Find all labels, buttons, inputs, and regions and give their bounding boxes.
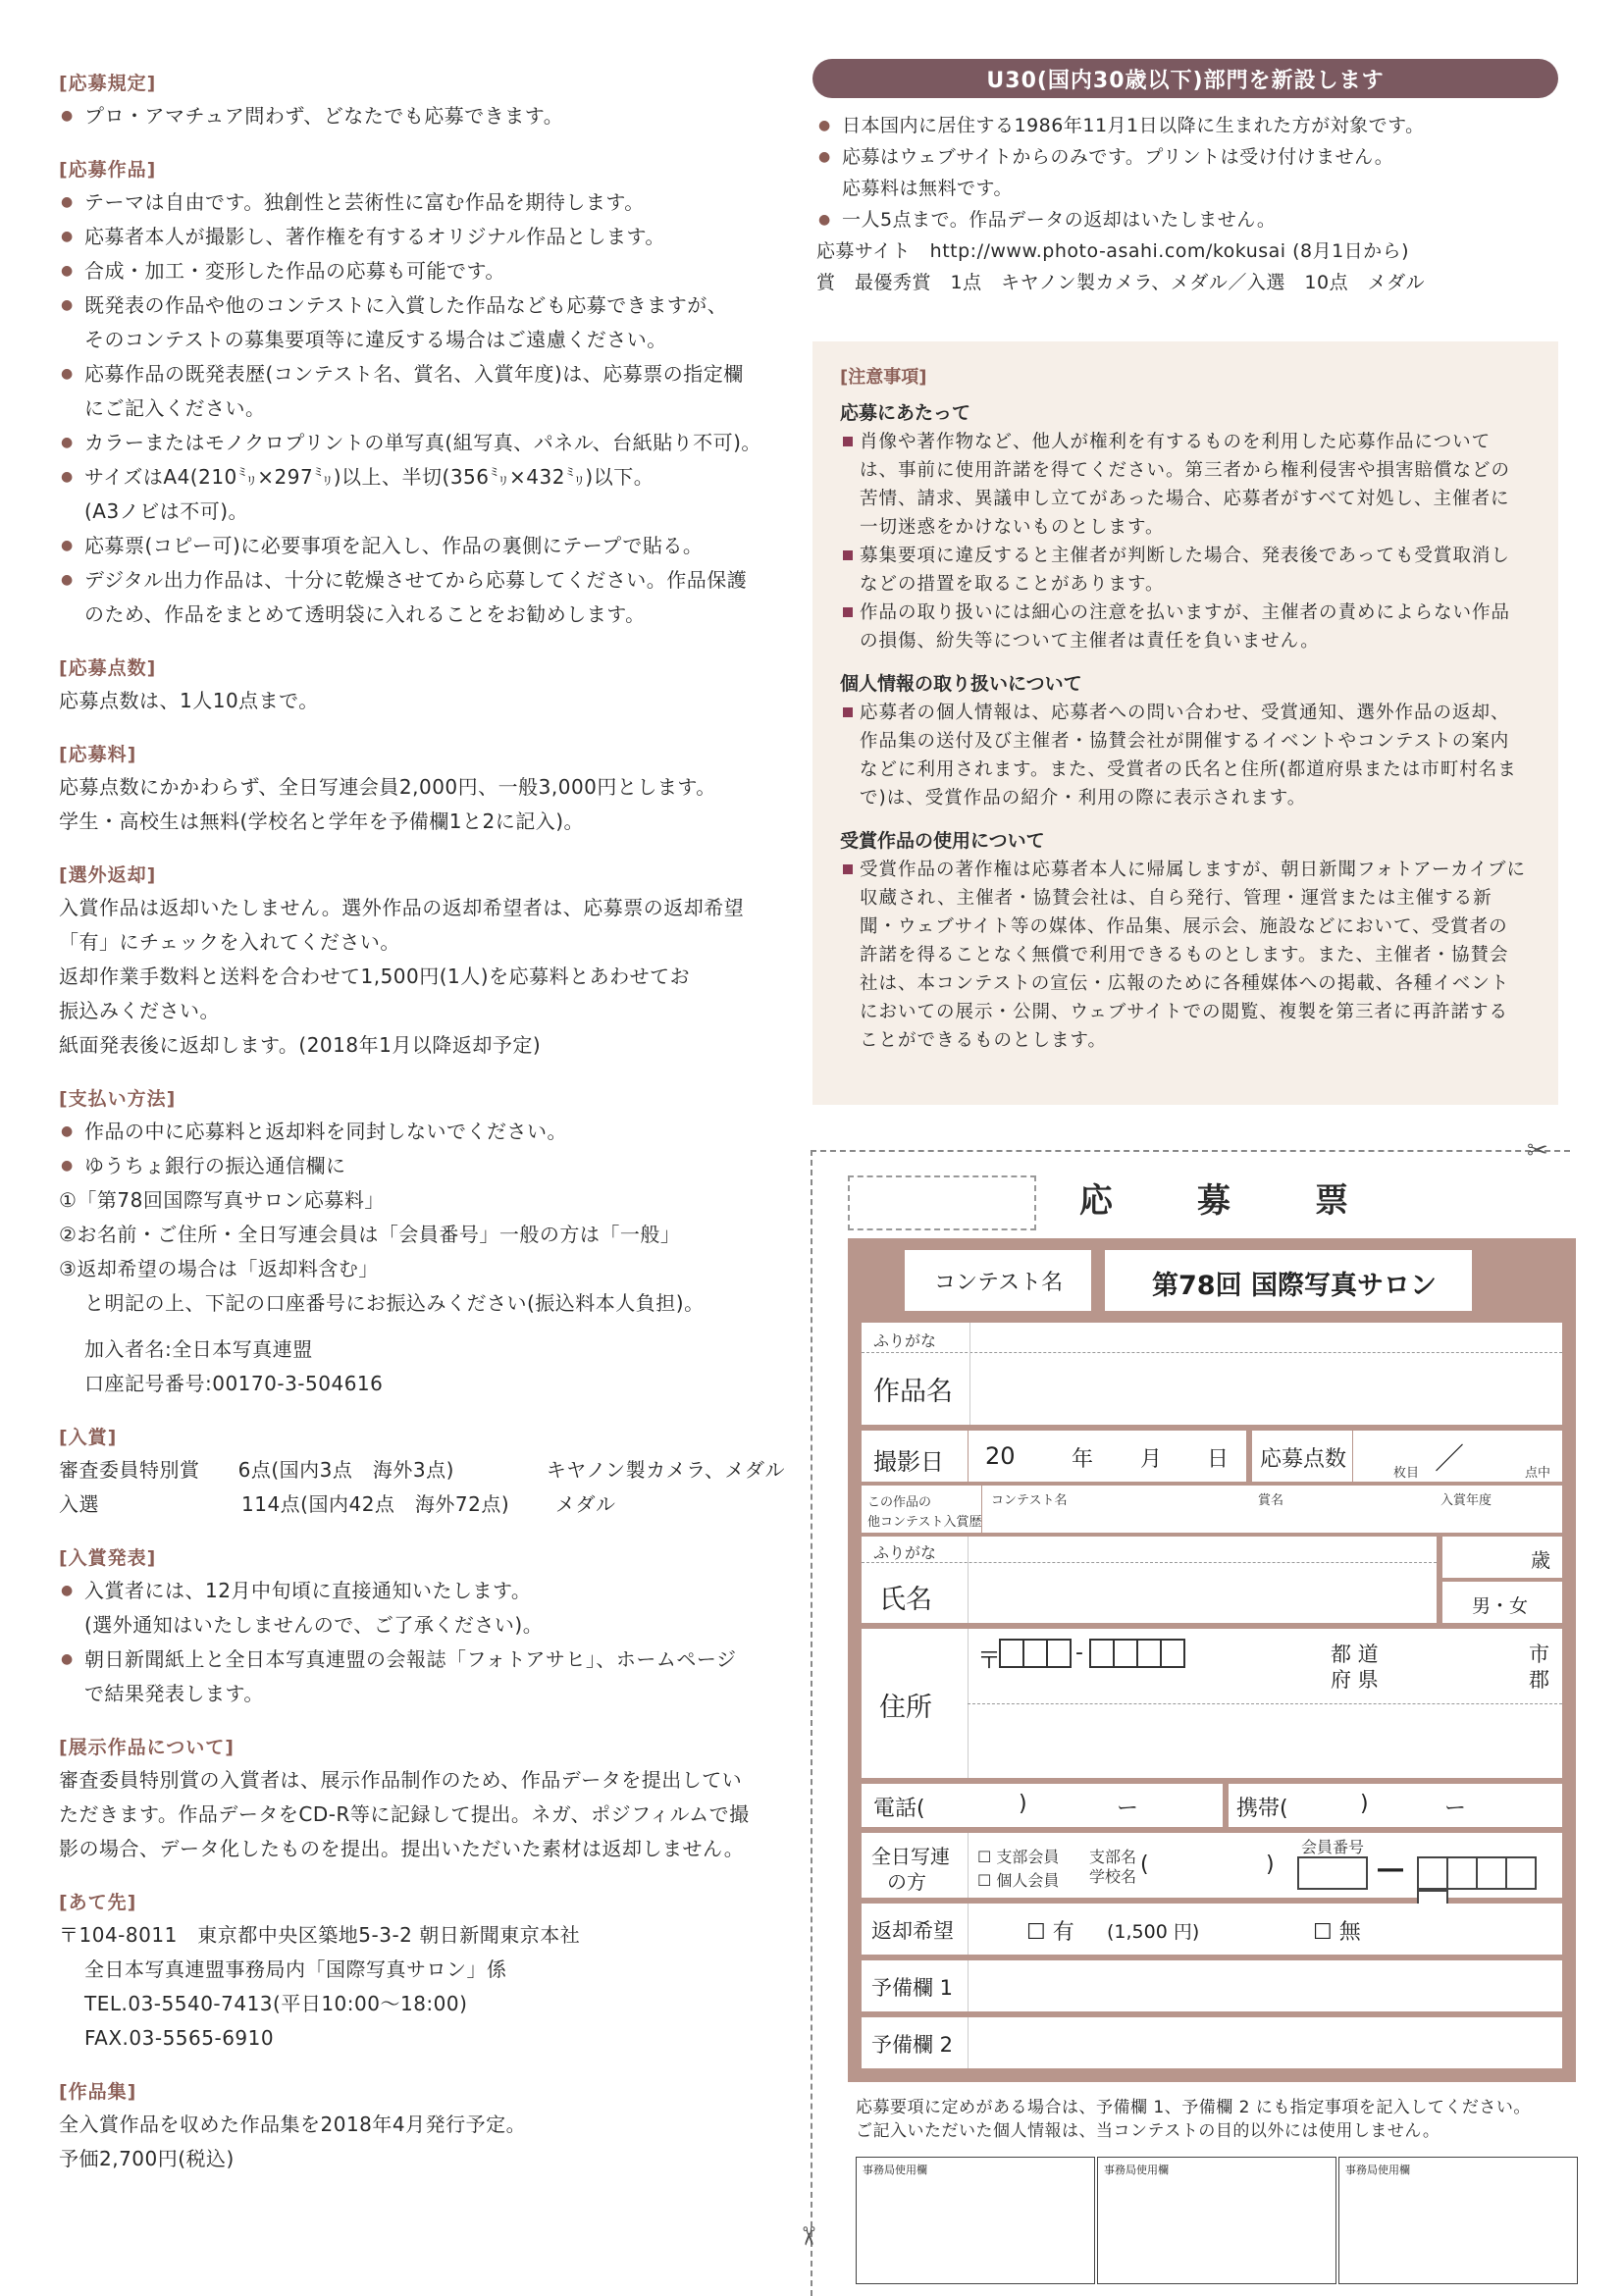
count-total-label: 点中 [1525, 1466, 1551, 1481]
contest-history-field[interactable] [862, 1486, 1562, 1533]
date-day-label: 日 [1207, 1447, 1230, 1472]
divider [968, 2017, 969, 2068]
spare-field-1[interactable] [862, 1960, 1562, 2011]
notes-item: 募集要項に違反すると主催者が判断した場合、発表後であっても受賞取消しなどの措置を取ることがあります。 [840, 542, 1527, 599]
text-line: ①「第78回国際写真サロン応募料」 [59, 1188, 385, 1212]
award-prize: メダル [555, 1492, 616, 1516]
postal-dash: - [1075, 1641, 1083, 1665]
office-use-label: 事務局使用欄 [1345, 2164, 1410, 2176]
text-line: ③返却希望の場合は「返却料含む」 [59, 1257, 379, 1280]
return-request-field [862, 1904, 1562, 1955]
bullet-line: ● ゆうちょ銀行の振込通信欄に [59, 1149, 785, 1183]
divider [1352, 1431, 1353, 1482]
text-line: 〒104-8011 東京都中央区築地5-3-2 朝日新聞東京本社 [59, 1923, 581, 1947]
return-label: 返却希望 [871, 1919, 954, 1943]
section-heading: [作品集] [59, 2081, 137, 2103]
entry-form [848, 1238, 1576, 2082]
postal-mark: 〒 [977, 1646, 1001, 1674]
text-line: と明記の上、下記の口座番号にお振込みください(振込料本人負担)。 [84, 1291, 705, 1315]
office-use-box [1338, 2157, 1578, 2284]
name-field[interactable] [862, 1537, 1437, 1623]
bullet-line: ● 応募者本人が撮影し、著作権を有するオリジナル作品とします。 [59, 220, 785, 254]
award-row [59, 1487, 785, 1522]
name-label: 氏名 [879, 1585, 932, 1615]
spare-label-1: 予備欄 1 [871, 1976, 954, 2000]
form-note-line: ご記入いただいた個人情報は、当コンテストの目的以外には使用しません。 [856, 2121, 1440, 2141]
bullet-line: ● カラーまたはモノクロプリントの単写真(組写真、パネル、台紙貼り不可)。 [59, 426, 785, 460]
phone-field[interactable] [862, 1784, 1223, 1827]
furigana-label: ふりがな [873, 1331, 937, 1350]
text-line: 「有」にチェックを入れてください。 [59, 930, 400, 954]
divider [968, 1833, 969, 1898]
section-heading: [応募作品] [59, 159, 157, 181]
scissors-icon: ✂ [1527, 1136, 1548, 1166]
bullet-line: ● 既発表の作品や他のコンテストに入賞した作品なども応募できますが、 [59, 288, 785, 323]
section-heading: [応募規定] [59, 73, 157, 94]
spare-field-2[interactable] [862, 2017, 1562, 2068]
account-number: 口座記号番号:00170-3-504616 [84, 1372, 384, 1395]
spare-label-2: 予備欄 2 [871, 2033, 954, 2057]
section-heading: [応募点数] [59, 657, 157, 679]
continued-line: 応募料は無料です。 [842, 178, 1013, 199]
text-line: FAX.03-5565-6910 [84, 2026, 275, 2050]
notes-item: 作品の取り扱いには細心の注意を払いますが、主催者の責めによらない作品の損傷、紛失等について主催者は責任を負いません。 [840, 599, 1527, 655]
text-line: 影の場合、データ化したものを提出。提出いただいた素材は返却しません。 [59, 1837, 745, 1860]
cut-line [811, 1150, 812, 2296]
phone-paren: ) [1019, 1792, 1027, 1816]
bullet-line: ● 朝日新聞紙上と全日本写真連盟の会報誌「フォトアサヒ」、ホームページ [59, 1643, 785, 1677]
divider [968, 1904, 969, 1955]
office-use-label: 事務局使用欄 [1104, 2164, 1169, 2176]
count-slash: ／ [1435, 1442, 1464, 1477]
bullet-line: ● 作品の中に応募料と返却料を同封しないでください。 [59, 1115, 785, 1149]
branch-member-checkbox[interactable]: ☐ 支部会員 [977, 1848, 1060, 1866]
continued-line: で結果発表します。 [84, 1682, 264, 1705]
u30-section [816, 110, 1562, 298]
bullet-line: ● テーマは自由です。独創性と芸術性に富む作品を期待します。 [59, 185, 785, 220]
continued-line: そのコンテストの募集要項等に違反する場合はご遠慮ください。 [84, 328, 667, 351]
section-count [59, 653, 785, 718]
mobile-dash: ー [1444, 1797, 1467, 1821]
award-count: 6点(国内3点 海外3点) [237, 1458, 454, 1482]
office-use-box [856, 2157, 1095, 2284]
member-label-2: の方 [887, 1870, 926, 1894]
mobile-paren: ) [1360, 1792, 1369, 1816]
member-field [862, 1833, 1562, 1898]
count-label: 応募点数 [1260, 1447, 1347, 1472]
branch-name-label: 支部名 [1089, 1848, 1137, 1866]
divider [968, 1960, 969, 2011]
office-use-label: 事務局使用欄 [863, 2164, 927, 2176]
section-announce [59, 1543, 785, 1711]
date-year-label: 年 [1072, 1447, 1094, 1472]
date-century: 20 [985, 1442, 1016, 1470]
text-line: TEL.03-5540-7413(平日10:00～18:00) [84, 1992, 468, 2015]
award-row [59, 1453, 785, 1487]
notes-subheading: 応募にあたって [840, 402, 971, 424]
member-number-label: 会員番号 [1301, 1838, 1365, 1856]
history-year-label: 入賞年度 [1440, 1493, 1492, 1508]
text-line: 入賞作品は返却いたしません。選外作品の返却希望者は、応募票の返却希望 [59, 896, 745, 919]
section-heading: [支払い方法] [59, 1088, 177, 1110]
date-label: 撮影日 [873, 1448, 944, 1476]
bullet-line: ● 応募作品の既発表歴(コンテスト名、賞名、入賞年度)は、応募票の指定欄 [59, 357, 785, 391]
cut-line [811, 1150, 1570, 1152]
award-count: 114点(国内42点 海外72点) [241, 1492, 510, 1516]
divider [968, 1431, 969, 1482]
section-return [59, 861, 785, 1063]
divider [862, 1562, 1437, 1563]
work-title-field[interactable] [862, 1323, 1562, 1425]
text-line: 全入賞作品を収めた作品集を2018年4月発行予定。 [59, 2113, 527, 2136]
individual-member-checkbox[interactable]: ☐ 個人会員 [977, 1871, 1060, 1890]
award-name: 入選 [59, 1492, 99, 1516]
scissors-icon: ✂ [792, 2225, 822, 2247]
contest-name-cell [1105, 1250, 1472, 1311]
bullet-line: ● サイズはA4(210㍉×297㍉)以上、半切(356㍉×432㍉)以下。 [59, 460, 785, 495]
city-label-1: 市 [1529, 1643, 1549, 1666]
postal-code-boxes-b[interactable] [1089, 1639, 1183, 1668]
section-awards [59, 1423, 785, 1522]
phone-dash: ー [1117, 1797, 1139, 1821]
postal-code-boxes-a[interactable] [999, 1639, 1070, 1668]
text-line: 応募点数にかかわらず、全日写連会員2,000円、一般3,000円とします。 [59, 775, 716, 799]
notes-item: 受賞作品の著作権は応募者本人に帰属しますが、朝日新聞フォトアーカイブに収蔵され、主催者・協賛会社は、自ら発行、管理・運営または主催する新聞・ウェブサイト等の媒体、作品集、展示会、施設などにおいて、受賞者の許諾を得ることなく無償で利用できるものとします。また、主催者・協賛会社は、本コンテストの宣伝・広報のために各種媒体への掲載、各種イベントにおいての展示・公開、ウェブサイトでの閲覧、複製を第三者に再許諾することができるものとします。 [840, 856, 1527, 1055]
bullet-line: ● 合成・加工・変形した作品の応募も可能です。 [59, 254, 785, 288]
address-field[interactable] [862, 1629, 1562, 1778]
bullet-line: ● プロ・アマチュア問わず、どなたでも応募できます。 [59, 99, 785, 133]
bullet-line: ● 日本国内に居住する1986年11月1日以降に生まれた方が対象です。 [816, 110, 1562, 141]
bullet-line: ● デジタル出力作品は、十分に乾燥させてから応募してください。作品保護 [59, 563, 785, 598]
branch-close-paren: ) [1266, 1852, 1275, 1877]
continued-line: (A3ノビは不可)。 [84, 499, 249, 523]
bullet-line: ● 一人5点まで。作品データの返却はいたしません。 [816, 204, 1562, 235]
school-name-label: 学校名 [1089, 1867, 1137, 1886]
mobile-field[interactable] [1229, 1784, 1562, 1827]
text-line: ②お名前・ご住所・全日写連会員は「会員番号」一般の方は「一般」 [59, 1223, 681, 1246]
section-heading: [応募料] [59, 744, 137, 765]
form-note [856, 2096, 1572, 2143]
section-heading: [入賞] [59, 1427, 118, 1448]
furigana-label: ふりがな [873, 1543, 937, 1562]
section-exhibit [59, 1733, 785, 1866]
city-label-2: 郡 [1529, 1668, 1549, 1692]
u30-prizes: 賞 最優秀賞 1点 キヤノン製カメラ、メダル／入選 10点 メダル [816, 272, 1426, 293]
text-line: 審査委員特別賞の入賞者は、展示作品制作のため、作品データを提出してい [59, 1768, 743, 1792]
divider [968, 1703, 1562, 1704]
prefecture-label-1: 都 道 [1331, 1643, 1379, 1666]
text-line: 紙面発表後に返却します。(2018年1月以降返却予定) [59, 1033, 542, 1057]
section-rules [59, 69, 785, 133]
text-line: 予価2,700円(税込) [59, 2147, 235, 2170]
history-contest-label: コンテスト名 [991, 1493, 1068, 1508]
section-book [59, 2077, 785, 2176]
bullet-line: ● 応募票(コピー可)に必要事項を記入し、作品の裏側にテープで貼る。 [59, 529, 785, 563]
text-line: 応募点数は、1人10点まで。 [59, 689, 319, 712]
continued-line: のため、作品をまとめて透明袋に入れることをお勧めします。 [84, 602, 646, 626]
text-line: 振込みください。 [59, 999, 220, 1022]
section-payment [59, 1084, 785, 1401]
history-label-2: 他コンテスト入賞歴 [867, 1515, 982, 1530]
text-line: 返却作業手数料と送料を合わせて1,500円(1人)を応募料とあわせてお [59, 965, 691, 988]
work-title-label: 作品名 [873, 1377, 953, 1407]
phone-label: 電話( [873, 1797, 925, 1821]
notes-subheading: 受賞作品の使用について [840, 830, 1045, 852]
entry-number-box[interactable] [848, 1175, 1036, 1230]
u30-banner: U30(国内30歳以下)部門を新設します [812, 59, 1558, 98]
divider [981, 1486, 982, 1533]
gender-field[interactable] [1442, 1582, 1562, 1623]
divider [968, 1537, 969, 1623]
text-line: 全日本写真連盟事務局内「国際写真サロン」係 [84, 1957, 507, 1981]
u30-site: 応募サイト http://www.photo-asahi.com/kokusai (8月1日から) [816, 240, 1410, 262]
contest-label-cell [905, 1250, 1091, 1311]
mobile-label: 携帯( [1236, 1797, 1288, 1821]
notes-subheading: 個人情報の取り扱いについて [840, 673, 1082, 695]
age-field[interactable] [1442, 1537, 1562, 1578]
contest-label: コンテスト名 [934, 1271, 1064, 1295]
date-month-label: 月 [1140, 1447, 1163, 1472]
continued-line: にご記入ください。 [84, 396, 266, 420]
form-note-line: 応募要項に定めがある場合は、予備欄 1、予備欄 2 にも指定事項を記入してください。 [856, 2098, 1531, 2117]
award-name: 審査委員特別賞 [59, 1458, 200, 1482]
continued-line: (選外通知はいたしませんので、ご了承ください)。 [84, 1613, 544, 1637]
address-label: 住所 [879, 1693, 932, 1723]
return-yes-checkbox[interactable]: ☐ 有 [1026, 1920, 1074, 1945]
gender-label: 男・女 [1472, 1595, 1529, 1617]
section-works [59, 155, 785, 632]
award-prize: キヤノン製カメラ、メダル [546, 1458, 785, 1482]
notes-item: 応募者の個人情報は、応募者への問い合わせ、受賞通知、選外作品の返却、作品集の送付及び主催者・協賛会社が開催するイベントやコンテストの案内などに利用されます。また、受賞者の氏名と住所(都道府県または市町村名まで)は、受賞作品の紹介・利用の際に表示されます。 [840, 699, 1527, 812]
entry-count-field[interactable] [1252, 1431, 1562, 1482]
shooting-date-field[interactable] [862, 1431, 1246, 1482]
member-number-dash: ― [1378, 1854, 1403, 1884]
history-award-label: 賞名 [1258, 1493, 1284, 1508]
notes-box [812, 341, 1558, 1105]
bullet-line: ● 応募はウェブサイトからのみです。プリントは受け付けません。 [816, 141, 1562, 173]
office-use-box [1097, 2157, 1336, 2284]
return-no-checkbox[interactable]: ☐ 無 [1313, 1920, 1361, 1945]
return-fee: (1,500 円) [1107, 1921, 1200, 1943]
member-number-boxes-a[interactable] [1297, 1856, 1366, 1890]
branch-open-paren: ( [1140, 1852, 1149, 1877]
account-holder: 加入者名:全日本写真連盟 [84, 1337, 313, 1361]
notes-item: 肖像や著作物など、他人が権利を有するものを利用した応募作品については、事前に使用許諾を得てください。第三者から権利侵害や損害賠償などの苦情、請求、異議申し立てがあった場合、応募者がすべて対処し、主催者に一切迷惑をかけないものとします。 [840, 428, 1527, 542]
prefecture-label-2: 府 県 [1331, 1668, 1379, 1692]
section-fee [59, 740, 785, 839]
guidelines-column [59, 69, 785, 2198]
text-line: 学生・高校生は無料(学校名と学年を予備欄1と2に記入)。 [59, 809, 585, 833]
section-address [59, 1888, 785, 2056]
form-title: 応 募 票 [1079, 1181, 1374, 1221]
section-heading: [あて先] [59, 1892, 137, 1913]
section-heading: [選外返却] [59, 864, 157, 886]
history-label-1: この作品の [867, 1495, 932, 1510]
count-piece-label: 枚目 [1393, 1466, 1420, 1481]
member-label-1: 全日写連 [871, 1845, 950, 1868]
section-heading: [展示作品について] [59, 1737, 235, 1758]
bullet-line: ● 入賞者には、12月中旬頃に直接通知いたします。 [59, 1574, 785, 1608]
divider [862, 1352, 1562, 1353]
text-line: ただきます。作品データをCD-R等に記録して提出。ネガ、ポジフィルムで撮 [59, 1802, 750, 1826]
notes-heading: [注意事項] [840, 367, 927, 388]
contest-name: 第78回 国際写真サロン [1152, 1271, 1437, 1301]
section-heading: [入賞発表] [59, 1547, 157, 1569]
age-label: 歳 [1531, 1548, 1550, 1572]
divider [969, 1323, 970, 1425]
